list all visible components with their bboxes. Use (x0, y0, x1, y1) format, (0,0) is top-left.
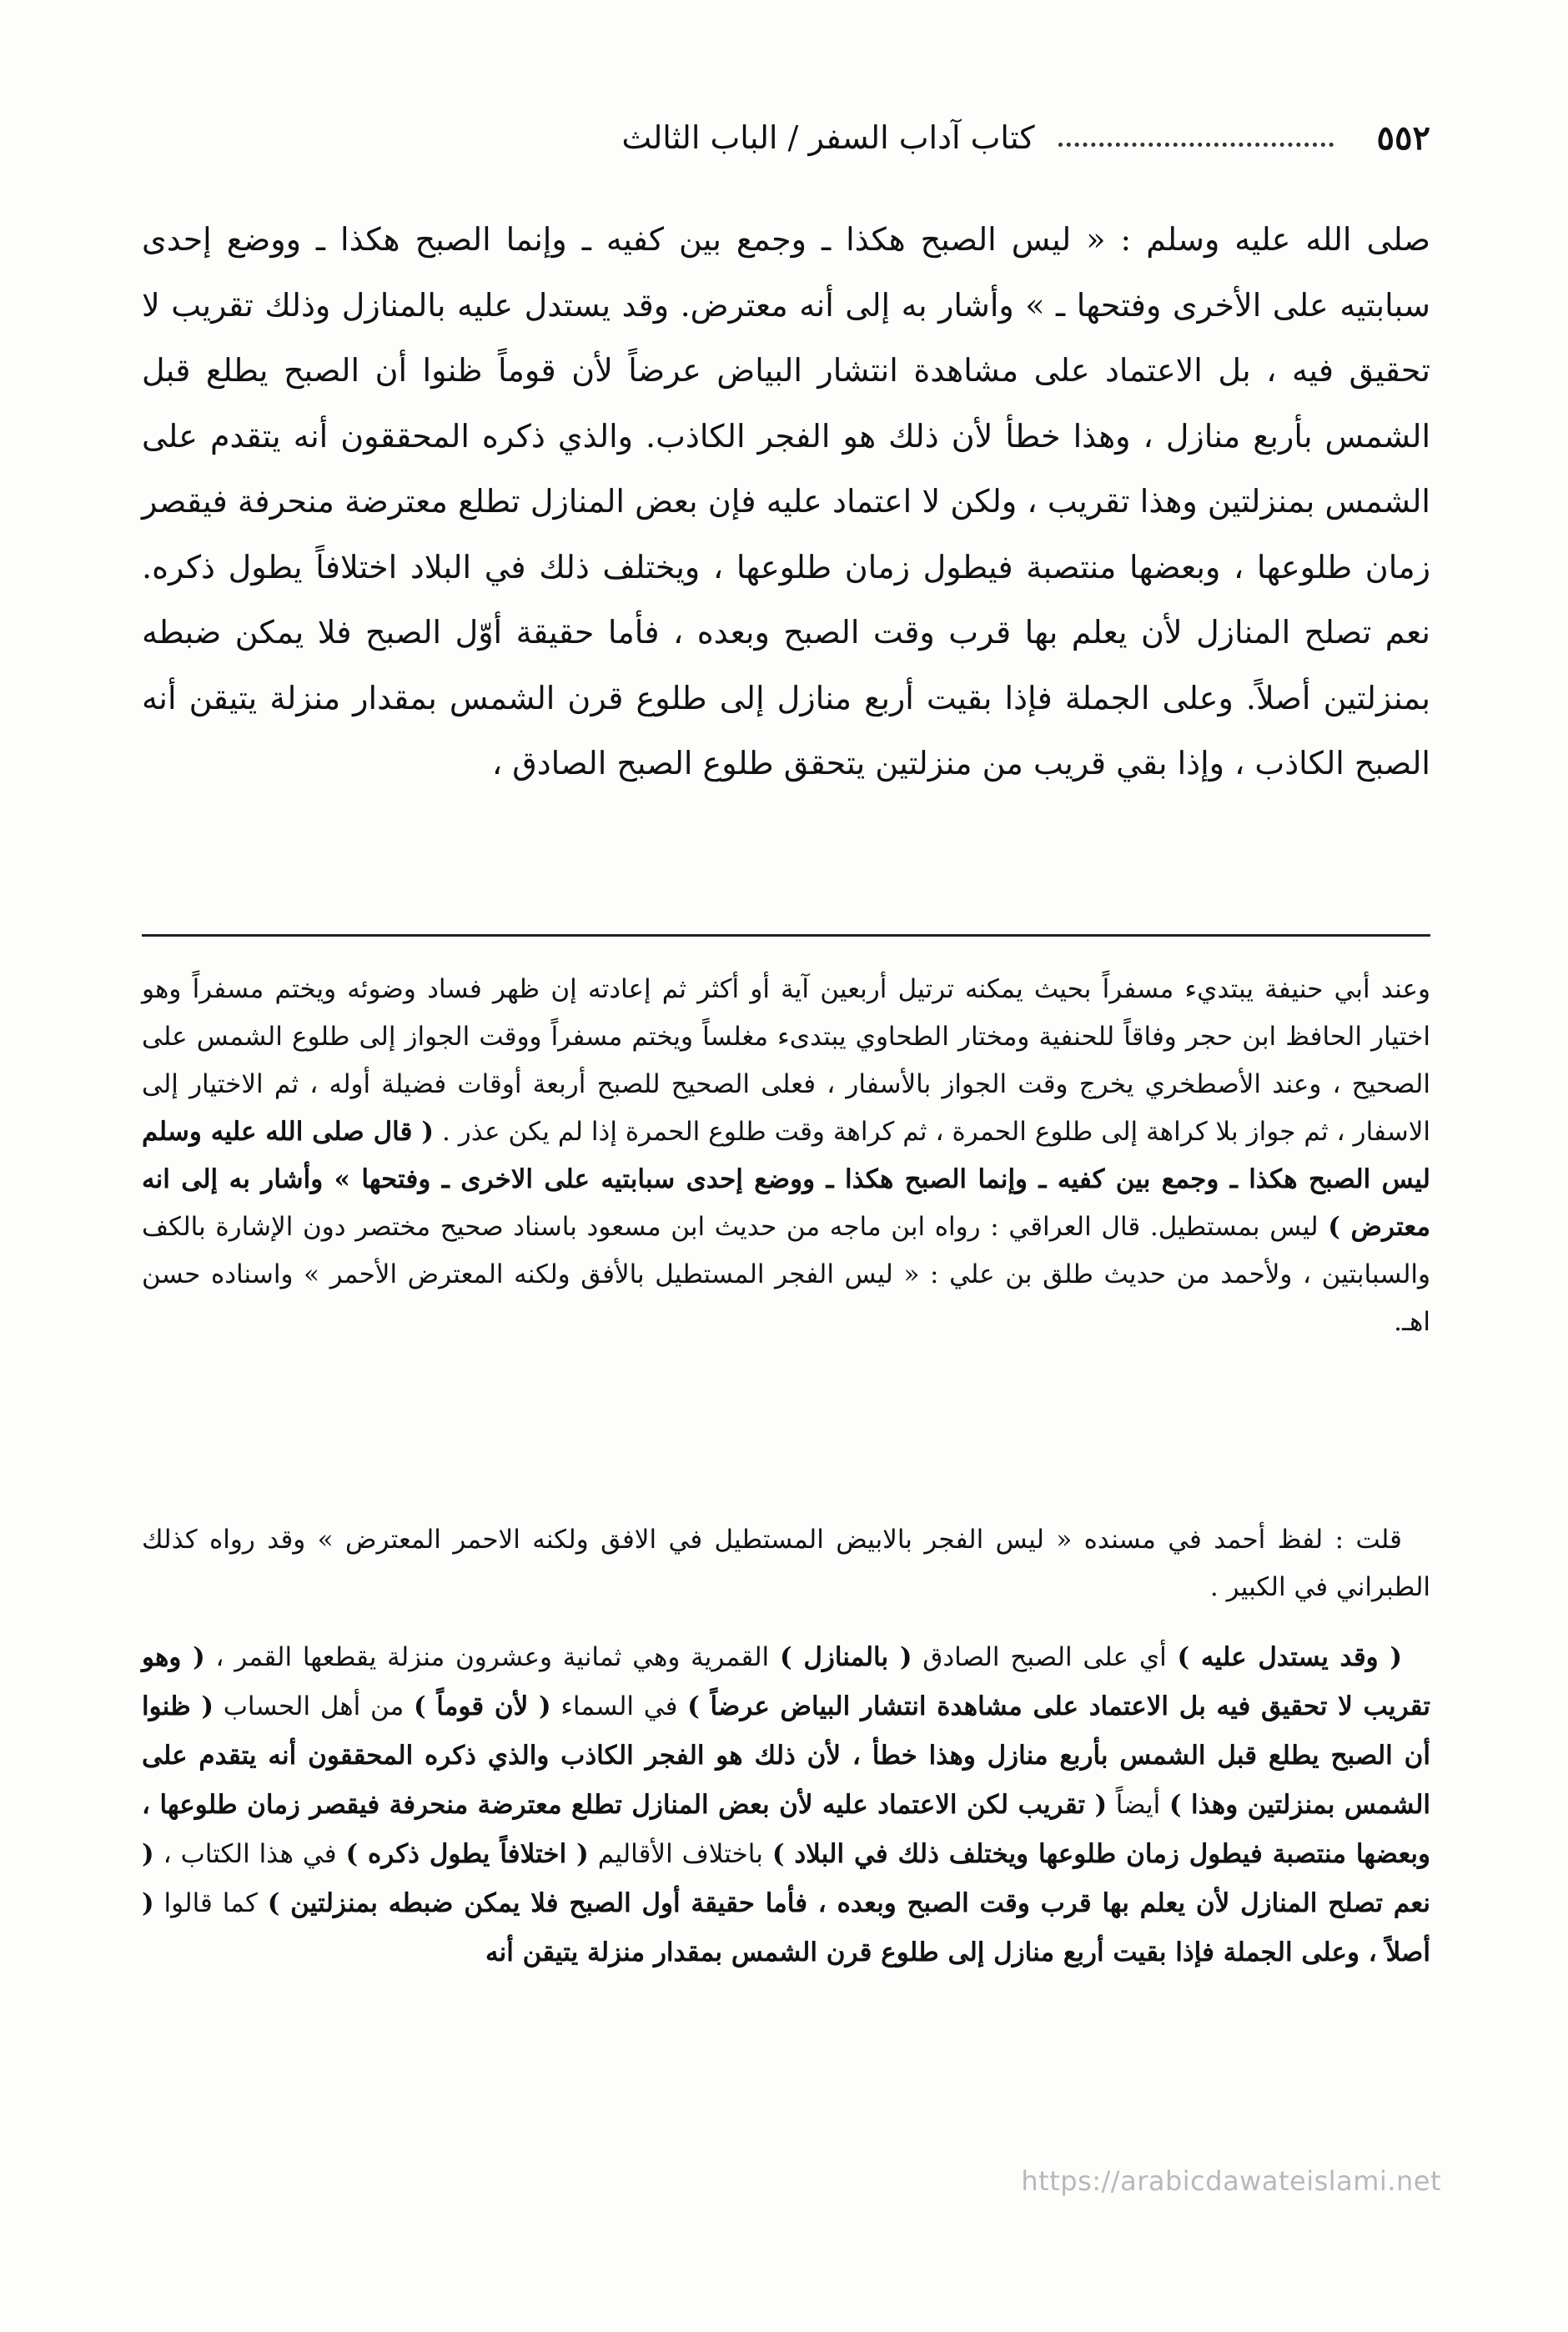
commentary-text: من أهل الحساب (214, 1691, 414, 1721)
commentary-block-3 (142, 1633, 1430, 1978)
commentary-text: وعند أبي حنيفة يبتديء مسفراً بحيث يمكنه ترتيل أربعين آية أو أكثر ثم إعادته إن ظهر فساد وضوئه ويختم مسفراً وهو اختيار الحافظ ابن حجر وفاقاً للحنفية ومختار الطحاوي يبتدىء مغلساً ويختم مسفراً ووقت الجواز إلى طلوع الشمس على الصحيح ، وعند الأصطخري يخرج وقت الجواز بالأسفار ، فعلى الصحيح للصبح أربعة أوقات فضيلة أوله ، ثم الاختيار إلى الاسفار ، ثم جواز بلا كراهة إلى طلوع الحمرة ، ثم كراهة وقت طلوع الحمرة إذا لم يكن عذر . (142, 974, 1430, 1147)
commentary-text: كما قالوا (153, 1888, 268, 1918)
commentary-text: في السماء (550, 1691, 688, 1721)
quoted-matn: ( وهو تقريب لا تحقيق فيه بل الاعتماد على مشاهدة انتشار البياض عرضاً ) (142, 1642, 1430, 1721)
quoted-matn: ( أصلاً ، وعلى الجملة فإذا بقيت أربع منازل إلى طلوع قرن الشمس بمقدار منزلة يتيقن أنه (142, 1888, 1430, 1968)
main-paragraph: صلى الله عليه وسلم : « ليس الصبح هكذا ـ وجمع بين كفيه ـ وإنما الصبح هكذا ـ ووضع إحدى سبابتيه على الأخرى وفتحها ـ » وأشار به إلى أنه معترض. وقد يستدل عليه بالمنازل وذلك تقريب لا تحقيق فيه ، بل الاعتماد على مشاهدة انتشار البياض عرضاً لأن قوماً ظنوا أن الصبح يطلع قبل الشمس بأربع منازل ، وهذا خطأ لأن ذلك هو الفجر الكاذب. والذي ذكره المحققون أنه يتقدم على الشمس بمنزلتين وهذا تقريب ، ولكن لا اعتماد عليه فإن بعض المنازل تطلع معترضة منحرفة فيقصر زمان طلوعها ، وبعضها منتصبة فيطول زمان طلوعها ، ويختلف ذلك في البلاد اختلافاً يطول ذكره. نعم تصلح المنازل لأن يعلم بها قرب وقت الصبح وبعده ، فأما حقيقة أوّل الصبح فلا يمكن ضبطه بمنزلتين أصلاً. وعلى الجملة فإذا بقيت أربع منازل إلى طلوع قرن الشمس بمقدار منزلة يتيقن أنه الصبح الكاذب ، وإذا بقي قريب من منزلتين يتحقق طلوع الصبح الصادق ، (142, 221, 1430, 782)
header-dotted-leader (1058, 143, 1334, 147)
quoted-matn: ( ظنوا أن الصبح يطلع قبل الشمس بأربع منازل وهذا خطأ ، لأن ذلك هو الفجر الكاذب والذي ذكره المحققون أنه يتقدم على الشمس بمنزلتين وهذا ) (142, 1691, 1430, 1820)
quoted-matn: ( اختلافاً يطول ذكره ) (345, 1839, 589, 1869)
quoted-matn: ( نعم تصلح المنازل لأن يعلم بها قرب وقت الصبح وبعده ، فأما حقيقة أول الصبح فلا يمكن ضبطه بمنزلتين ) (142, 1839, 1430, 1918)
commentary-paragraph-1 (142, 966, 1430, 1346)
commentary-text: أيضاً (1107, 1790, 1169, 1820)
commentary-text: ليس بمستطيل. قال العراقي : رواه ابن ماجه من حديث ابن مسعود باسناد صحيح مختصر دون الإشارة بالكف والسبابتين ، ولأحمد من حديث طلق بن علي : « ليس الفجر المستطيل بالأفق ولكنه المعترض الأحمر » واسناده حسن اهـ. (142, 1212, 1430, 1337)
source-watermark: https://arabicdawateislami.net (1021, 2165, 1441, 2197)
quoted-matn: ( بالمنازل ) (779, 1642, 912, 1672)
quoted-matn: ( وقد يستدل عليه ) (1177, 1642, 1403, 1672)
running-title: كتاب آداب السفر / الباب الثالث (621, 119, 1035, 156)
commentary-text: باختلاف الأقاليم (588, 1839, 772, 1869)
commentary-text: أي على الصبح الصادق (912, 1642, 1178, 1672)
commentary-paragraph-2: قلت : لفظ أحمد في مسنده « ليس الفجر بالابيض المستطيل في الافق ولكنه الاحمر المعترض » وقد رواه كذلك الطبراني في الكبير . (142, 1525, 1430, 1602)
page-number: ٥٥٢ (1376, 118, 1430, 158)
commentary-text: القمرية وهي ثمانية وعشرون منزلة يقطعها القمر ، (204, 1642, 780, 1672)
quoted-matn: ( لأن قوماً ) (413, 1691, 551, 1721)
main-text-block (142, 207, 1430, 797)
quoted-matn: ( قال صلى الله عليه وسلم ليس الصبح هكذا ـ وجمع بين كفيه ـ وإنما الصبح هكذا ـ ووضع إحدى سبابتيه على الاخرى ـ وفتحها » وأشار به إلى انه معترض ) (142, 1117, 1430, 1242)
footnote-separator (142, 934, 1430, 937)
commentary-block-2 (142, 1516, 1430, 1611)
commentary-paragraph-3 (142, 1633, 1430, 1978)
running-header (142, 108, 1430, 167)
quoted-matn: ( تقريب لكن الاعتماد عليه لأن بعض المنازل تطلع معترضة منحرفة فيقصر زمان طلوعها ، وبعضها منتصبة فيطول زمان طلوعها ويختلف ذلك في البلاد ) (142, 1790, 1430, 1869)
commentary-block-1 (142, 966, 1430, 1346)
commentary-text: في هذا الكتاب ، (153, 1839, 346, 1869)
